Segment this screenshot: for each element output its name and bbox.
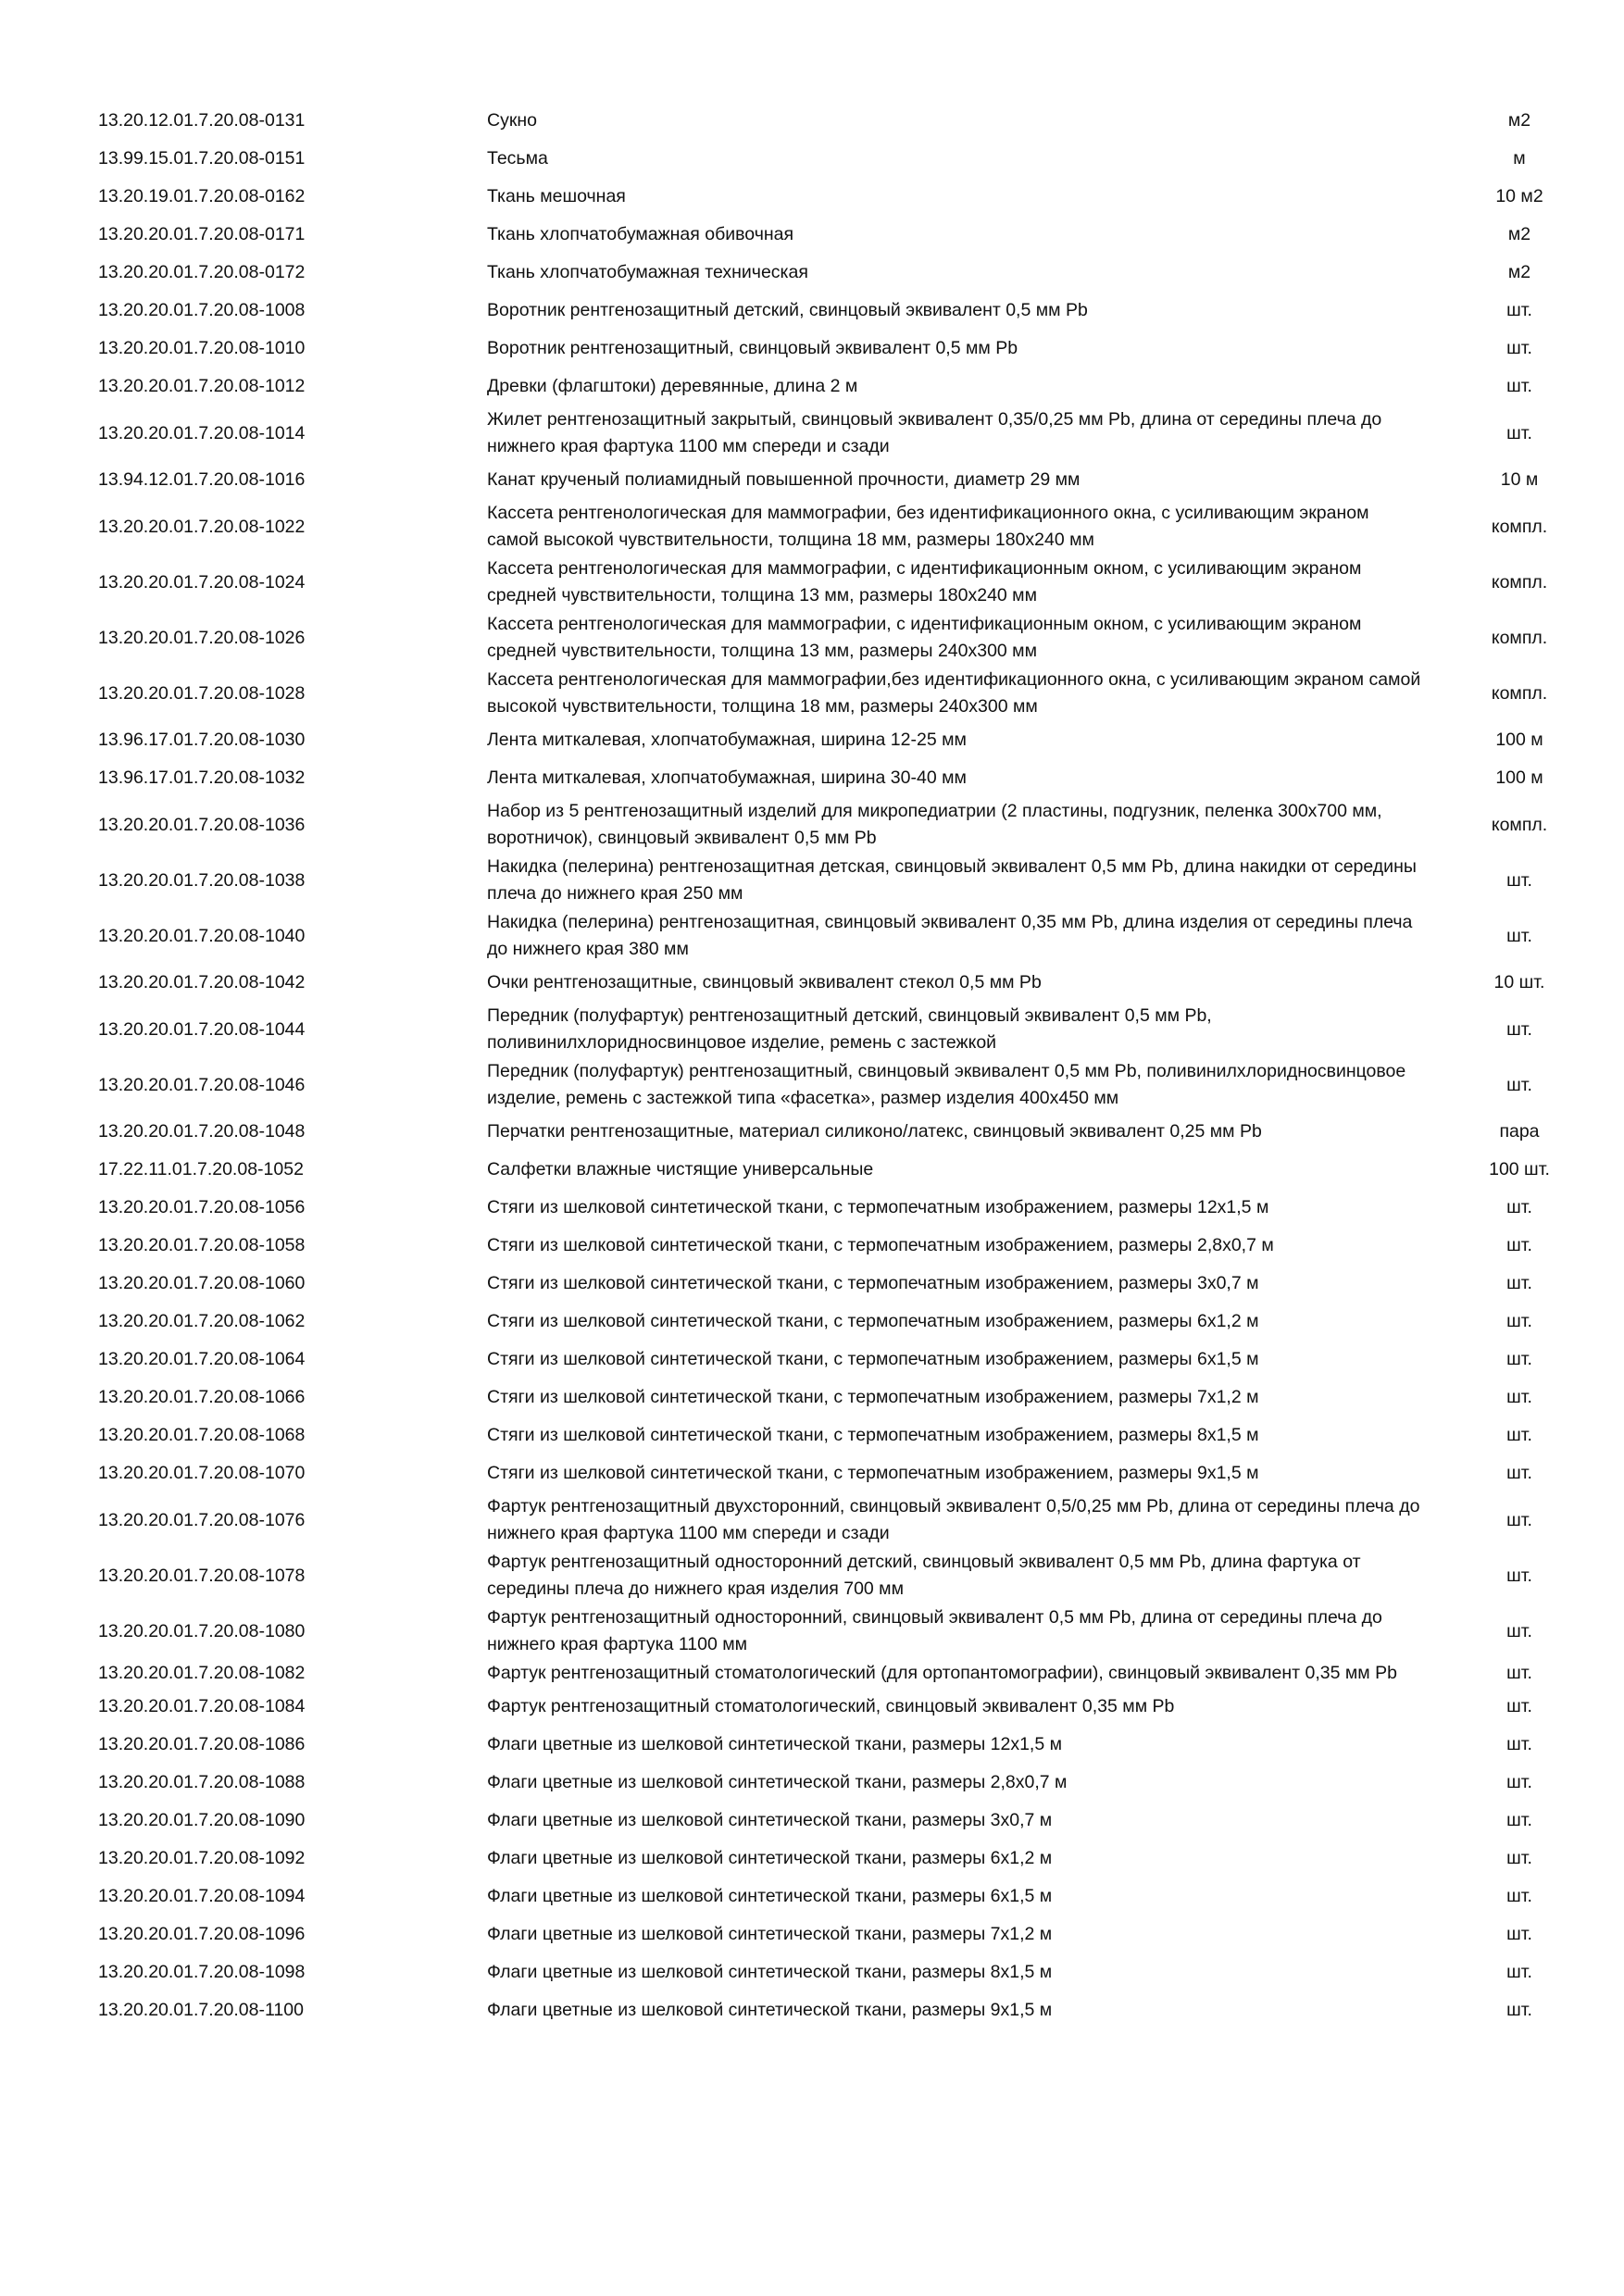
item-code: 13.20.19.01.7.20.08-0162 bbox=[98, 186, 306, 206]
document-page bbox=[98, 102, 1570, 2029]
item-code: 13.20.20.01.7.20.08-1084 bbox=[98, 1696, 306, 1716]
item-code: 13.20.20.01.7.20.08-1070 bbox=[98, 1463, 306, 1483]
table-row bbox=[98, 1002, 1570, 1057]
item-unit: м2 bbox=[1507, 224, 1531, 244]
item-name: Стяги из шелковой синтетической ткани, с термопечатным изображением, размеры 3х0,7 м bbox=[487, 1273, 1259, 1293]
table-row bbox=[98, 406, 1570, 461]
item-code: 13.20.20.01.7.20.08-1058 bbox=[98, 1235, 306, 1255]
item-code: 13.20.20.01.7.20.08-1036 bbox=[98, 814, 306, 835]
item-unit: м bbox=[1513, 148, 1526, 168]
item-unit: шт. bbox=[1506, 1696, 1532, 1716]
item-name: Стяги из шелковой синтетической ткани, с термопечатным изображением, размеры 8х1,5 м bbox=[487, 1425, 1259, 1445]
table-row bbox=[98, 1726, 1570, 1764]
item-name: Стяги из шелковой синтетической ткани, с термопечатным изображением, размеры 2,8х0,7 м bbox=[487, 1235, 1274, 1255]
item-unit: шт. bbox=[1506, 2000, 1532, 2020]
item-code: 13.20.20.01.7.20.08-1086 bbox=[98, 1734, 306, 1754]
table-row bbox=[98, 759, 1570, 797]
item-name: Ткань мешочная bbox=[487, 186, 626, 206]
table-row bbox=[98, 330, 1570, 368]
item-name: Сукно bbox=[487, 110, 537, 131]
item-unit: шт. bbox=[1506, 1387, 1532, 1407]
item-code: 13.20.20.01.7.20.08-1082 bbox=[98, 1663, 306, 1683]
item-code: 13.20.20.01.7.20.08-1080 bbox=[98, 1620, 306, 1641]
table-row bbox=[98, 1341, 1570, 1379]
table-row bbox=[98, 292, 1570, 330]
item-code: 13.20.20.01.7.20.08-1068 bbox=[98, 1425, 306, 1445]
item-code: 13.20.20.01.7.20.08-1040 bbox=[98, 925, 306, 946]
item-unit: шт. bbox=[1506, 1962, 1532, 1982]
item-name: Ткань хлопчатобумажная техническая bbox=[487, 262, 808, 282]
table-row bbox=[98, 1303, 1570, 1341]
item-unit: пара bbox=[1499, 1121, 1540, 1142]
item-code: 13.20.20.01.7.20.08-1012 bbox=[98, 376, 306, 396]
table-row bbox=[98, 1113, 1570, 1151]
item-unit: компл. bbox=[1491, 627, 1548, 648]
item-code: 13.20.20.01.7.20.08-1060 bbox=[98, 1273, 306, 1293]
resource-table bbox=[98, 102, 1570, 2029]
item-name: Передник (полуфартук) рентгенозащитный, свинцовый эквивалент 0,5 мм Pb, поливинилхлоридносвинцовое изделие, ремень с застежкой типа «фасетка», размер изделия 400х450 мм bbox=[487, 1061, 1406, 1108]
item-unit: шт. bbox=[1506, 1018, 1532, 1040]
item-unit: шт. bbox=[1506, 422, 1532, 443]
item-name: Кассета рентгенологическая для маммографии,без идентификационного окна, с усиливающим экраном самой высокой чувствительности, толщина 18 мм, размеры 240х300 мм bbox=[487, 669, 1421, 717]
table-row bbox=[98, 1991, 1570, 2029]
item-unit: компл. bbox=[1491, 814, 1548, 835]
item-unit: шт. bbox=[1506, 1463, 1532, 1483]
item-unit: шт. bbox=[1506, 1810, 1532, 1830]
table-row bbox=[98, 1416, 1570, 1454]
item-unit: 10 шт. bbox=[1493, 972, 1545, 992]
item-code: 13.20.20.01.7.20.08-0171 bbox=[98, 224, 306, 244]
table-row bbox=[98, 1265, 1570, 1303]
table-row bbox=[98, 1548, 1570, 1603]
item-code: 13.20.20.01.7.20.08-1028 bbox=[98, 682, 306, 704]
item-unit: шт. bbox=[1506, 1197, 1532, 1217]
item-name: Ткань хлопчатобумажная обивочная bbox=[487, 224, 794, 244]
item-code: 13.20.20.01.7.20.08-1042 bbox=[98, 972, 306, 992]
item-name: Стяги из шелковой синтетической ткани, с термопечатным изображением, размеры 9х1,5 м bbox=[487, 1463, 1259, 1483]
table-row bbox=[98, 1688, 1570, 1726]
item-code: 13.20.20.01.7.20.08-1066 bbox=[98, 1387, 306, 1407]
item-unit: шт. bbox=[1506, 1235, 1532, 1255]
item-name: Очки рентгенозащитные, свинцовый эквивалент стекол 0,5 мм Pb bbox=[487, 972, 1042, 992]
item-code: 13.96.17.01.7.20.08-1032 bbox=[98, 767, 306, 788]
item-name: Лента миткалевая, хлопчатобумажная, ширина 30-40 мм bbox=[487, 767, 967, 788]
table-row bbox=[98, 140, 1570, 178]
item-code: 13.20.12.01.7.20.08-0131 bbox=[98, 110, 306, 131]
item-unit: 100 шт. bbox=[1489, 1159, 1550, 1179]
item-name: Воротник рентгенозащитный, свинцовый эквивалент 0,5 мм Pb bbox=[487, 338, 1018, 358]
item-name: Лента миткалевая, хлопчатобумажная, ширина 12-25 мм bbox=[487, 730, 967, 750]
table-row bbox=[98, 1764, 1570, 1802]
table-row bbox=[98, 1057, 1570, 1113]
item-name: Флаги цветные из шелковой синтетической ткани, размеры 2,8х0,7 м bbox=[487, 1772, 1068, 1792]
item-code: 13.20.20.01.7.20.08-1096 bbox=[98, 1924, 306, 1944]
item-unit: 100 м bbox=[1495, 730, 1543, 750]
item-code: 13.94.12.01.7.20.08-1016 bbox=[98, 469, 306, 490]
table-row bbox=[98, 368, 1570, 406]
item-unit: 10 м2 bbox=[1495, 186, 1543, 206]
item-name: Флаги цветные из шелковой синтетической ткани, размеры 6х1,2 м bbox=[487, 1848, 1053, 1868]
item-name: Салфетки влажные чистящие универсальные bbox=[487, 1159, 874, 1179]
item-name: Перчатки рентгенозащитные, материал силиконо/латекс, свинцовый эквивалент 0,25 мм Pb bbox=[487, 1121, 1262, 1142]
item-code: 13.20.20.01.7.20.08-0172 bbox=[98, 262, 306, 282]
item-unit: шт. bbox=[1506, 1074, 1532, 1095]
item-name: Стяги из шелковой синтетической ткани, с термопечатным изображением, размеры 7х1,2 м bbox=[487, 1387, 1259, 1407]
item-name: Фартук рентгенозащитный двухсторонний, свинцовый эквивалент 0,5/0,25 мм Pb, длина от середины плеча до нижнего края фартука 1100 мм спереди и сзади bbox=[487, 1496, 1420, 1543]
item-code: 13.20.20.01.7.20.08-1076 bbox=[98, 1509, 306, 1530]
item-name: Фартук рентгенозащитный стоматологический, свинцовый эквивалент 0,35 мм Pb bbox=[487, 1696, 1175, 1716]
item-code: 13.20.20.01.7.20.08-1046 bbox=[98, 1074, 306, 1095]
item-name: Кассета рентгенологическая для маммографии, с идентификационным окном, с усиливающим экраном средней чувствительности, толщина 13 мм, размеры 240х300 мм bbox=[487, 614, 1362, 661]
item-unit: 100 м bbox=[1495, 767, 1543, 788]
item-code: 13.20.20.01.7.20.08-1090 bbox=[98, 1810, 306, 1830]
item-unit: м2 bbox=[1507, 110, 1531, 131]
table-row bbox=[98, 1492, 1570, 1548]
item-unit: шт. bbox=[1506, 338, 1532, 358]
table-row bbox=[98, 964, 1570, 1002]
item-name: Кассета рентгенологическая для маммографии, без идентификационного окна, с усиливающим экраном самой высокой чувствительности, толщина 18 мм, размеры 180х240 мм bbox=[487, 503, 1369, 550]
item-code: 13.96.17.01.7.20.08-1030 bbox=[98, 730, 306, 750]
item-name: Фартук рентгенозащитный односторонний, свинцовый эквивалент 0,5 мм Pb, длина от середины плеча до нижнего края фартука 1100 мм bbox=[487, 1607, 1382, 1654]
item-code: 13.20.20.01.7.20.08-1008 bbox=[98, 300, 306, 320]
item-name: Воротник рентгенозащитный детский, свинцовый эквивалент 0,5 мм Pb bbox=[487, 300, 1088, 320]
table-row bbox=[98, 254, 1570, 292]
table-row bbox=[98, 1915, 1570, 1953]
table-row bbox=[98, 461, 1570, 499]
item-unit: шт. bbox=[1506, 1734, 1532, 1754]
item-code: 13.20.20.01.7.20.08-1094 bbox=[98, 1886, 306, 1906]
item-name: Флаги цветные из шелковой синтетической ткани, размеры 7х1,2 м bbox=[487, 1924, 1053, 1944]
item-unit: шт. bbox=[1506, 1772, 1532, 1792]
item-code: 17.22.11.01.7.20.08-1052 bbox=[98, 1159, 304, 1179]
item-name: Стяги из шелковой синтетической ткани, с термопечатным изображением, размеры 6х1,5 м bbox=[487, 1349, 1259, 1369]
item-code: 13.20.20.01.7.20.08-1078 bbox=[98, 1565, 306, 1586]
item-unit: шт. bbox=[1506, 1349, 1532, 1369]
table-row bbox=[98, 610, 1570, 666]
item-unit: компл. bbox=[1491, 571, 1548, 593]
item-name: Кассета рентгенологическая для маммографии, с идентификационным окном, с усиливающим экраном средней чувствительности, толщина 13 мм, размеры 180х240 мм bbox=[487, 558, 1362, 605]
item-unit: шт. bbox=[1506, 376, 1532, 396]
item-unit: шт. bbox=[1506, 1663, 1532, 1683]
item-unit: шт. bbox=[1506, 1509, 1532, 1530]
item-unit: шт. bbox=[1506, 1425, 1532, 1445]
item-unit: шт. bbox=[1506, 925, 1532, 946]
table-row bbox=[98, 853, 1570, 908]
item-unit: шт. bbox=[1506, 1273, 1532, 1293]
item-name: Флаги цветные из шелковой синтетической ткани, размеры 12х1,5 м bbox=[487, 1734, 1063, 1754]
item-code: 13.99.15.01.7.20.08-0151 bbox=[98, 148, 306, 168]
item-unit: шт. bbox=[1506, 1565, 1532, 1586]
table-row bbox=[98, 1454, 1570, 1492]
item-unit: шт. bbox=[1506, 1924, 1532, 1944]
item-code: 13.20.20.01.7.20.08-1064 bbox=[98, 1349, 306, 1369]
item-name: Фартук рентгенозащитный односторонний детский, свинцовый эквивалент 0,5 мм Pb, длина фартука от середины плеча до нижнего края изделия 700 мм bbox=[487, 1552, 1361, 1599]
table-row bbox=[98, 1659, 1570, 1688]
item-code: 13.20.20.01.7.20.08-1088 bbox=[98, 1772, 306, 1792]
table-row bbox=[98, 1802, 1570, 1840]
item-name: Флаги цветные из шелковой синтетической ткани, размеры 9х1,5 м bbox=[487, 2000, 1053, 2020]
table-row bbox=[98, 555, 1570, 610]
item-code: 13.20.20.01.7.20.08-1100 bbox=[98, 2000, 304, 2020]
item-name: Накидка (пелерина) рентгенозащитная детская, свинцовый эквивалент 0,5 мм Pb, длина накидки от середины плеча до нижнего края 250 мм bbox=[487, 856, 1417, 904]
item-unit: шт. bbox=[1506, 300, 1532, 320]
table-row bbox=[98, 102, 1570, 140]
table-row bbox=[98, 797, 1570, 853]
item-unit: шт. bbox=[1506, 869, 1532, 891]
item-unit: компл. bbox=[1491, 682, 1548, 704]
item-code: 13.20.20.01.7.20.08-1048 bbox=[98, 1121, 306, 1142]
item-code: 13.20.20.01.7.20.08-1024 bbox=[98, 571, 306, 593]
item-unit: шт. bbox=[1506, 1848, 1532, 1868]
table-row bbox=[98, 1603, 1570, 1659]
table-row bbox=[98, 1379, 1570, 1416]
item-code: 13.20.20.01.7.20.08-1044 bbox=[98, 1018, 306, 1040]
item-name: Набор из 5 рентгенозащитный изделий для микропедиатрии (2 пластины, подгузник, пеленка 300х700 мм, воротничок), свинцовый эквивалент 0,5 мм Pb bbox=[487, 801, 1382, 848]
item-code: 13.20.20.01.7.20.08-1014 bbox=[98, 422, 306, 443]
table-row bbox=[98, 1840, 1570, 1878]
table-row bbox=[98, 1953, 1570, 1991]
item-name: Флаги цветные из шелковой синтетической ткани, размеры 8х1,5 м bbox=[487, 1962, 1053, 1982]
item-code: 13.20.20.01.7.20.08-1038 bbox=[98, 869, 306, 891]
table-row bbox=[98, 1151, 1570, 1189]
item-unit: м2 bbox=[1507, 262, 1531, 282]
item-code: 13.20.20.01.7.20.08-1026 bbox=[98, 627, 306, 648]
item-name: Тесьма bbox=[487, 148, 548, 168]
item-name: Древки (флагштоки) деревянные, длина 2 м bbox=[487, 376, 858, 396]
item-unit: шт. bbox=[1506, 1311, 1532, 1331]
item-code: 13.20.20.01.7.20.08-1010 bbox=[98, 338, 306, 358]
item-unit: компл. bbox=[1491, 516, 1548, 537]
table-row bbox=[98, 666, 1570, 721]
item-name: Накидка (пелерина) рентгенозащитная, свинцовый эквивалент 0,35 мм Pb, длина изделия от середины плеча до нижнего края 380 мм bbox=[487, 912, 1413, 959]
item-code: 13.20.20.01.7.20.08-1022 bbox=[98, 516, 306, 537]
item-name: Флаги цветные из шелковой синтетической ткани, размеры 3х0,7 м bbox=[487, 1810, 1053, 1830]
table-row bbox=[98, 1189, 1570, 1227]
item-unit: 10 м bbox=[1500, 469, 1539, 490]
resource-table-body bbox=[98, 102, 1570, 2029]
item-name: Флаги цветные из шелковой синтетической ткани, размеры 6х1,5 м bbox=[487, 1886, 1053, 1906]
item-code: 13.20.20.01.7.20.08-1098 bbox=[98, 1962, 306, 1982]
item-name: Стяги из шелковой синтетической ткани, с термопечатным изображением, размеры 12х1,5 м bbox=[487, 1197, 1269, 1217]
item-unit: шт. bbox=[1506, 1620, 1532, 1641]
item-unit: шт. bbox=[1506, 1886, 1532, 1906]
table-row bbox=[98, 1878, 1570, 1915]
table-row bbox=[98, 1227, 1570, 1265]
item-code: 13.20.20.01.7.20.08-1062 bbox=[98, 1311, 306, 1331]
table-row bbox=[98, 721, 1570, 759]
item-name: Канат крученый полиамидный повышенной прочности, диаметр 29 мм bbox=[487, 469, 1081, 490]
item-name: Жилет рентгенозащитный закрытый, свинцовый эквивалент 0,35/0,25 мм Pb, длина от середины плеча до нижнего края фартука 1100 мм спереди и сзади bbox=[487, 409, 1382, 456]
item-name: Фартук рентгенозащитный стоматологический (для ортопантомографии), свинцовый эквивалент 0,35 мм Pb bbox=[487, 1663, 1397, 1683]
item-name: Передник (полуфартук) рентгенозащитный детский, свинцовый эквивалент 0,5 мм Pb, поливинилхлоридносвинцовое изделие, ремень с застежкой bbox=[487, 1005, 1212, 1053]
table-row bbox=[98, 908, 1570, 964]
table-row bbox=[98, 216, 1570, 254]
item-code: 13.20.20.01.7.20.08-1056 bbox=[98, 1197, 306, 1217]
item-name: Стяги из шелковой синтетической ткани, с термопечатным изображением, размеры 6х1,2 м bbox=[487, 1311, 1259, 1331]
item-code: 13.20.20.01.7.20.08-1092 bbox=[98, 1848, 306, 1868]
table-row bbox=[98, 499, 1570, 555]
table-row bbox=[98, 178, 1570, 216]
